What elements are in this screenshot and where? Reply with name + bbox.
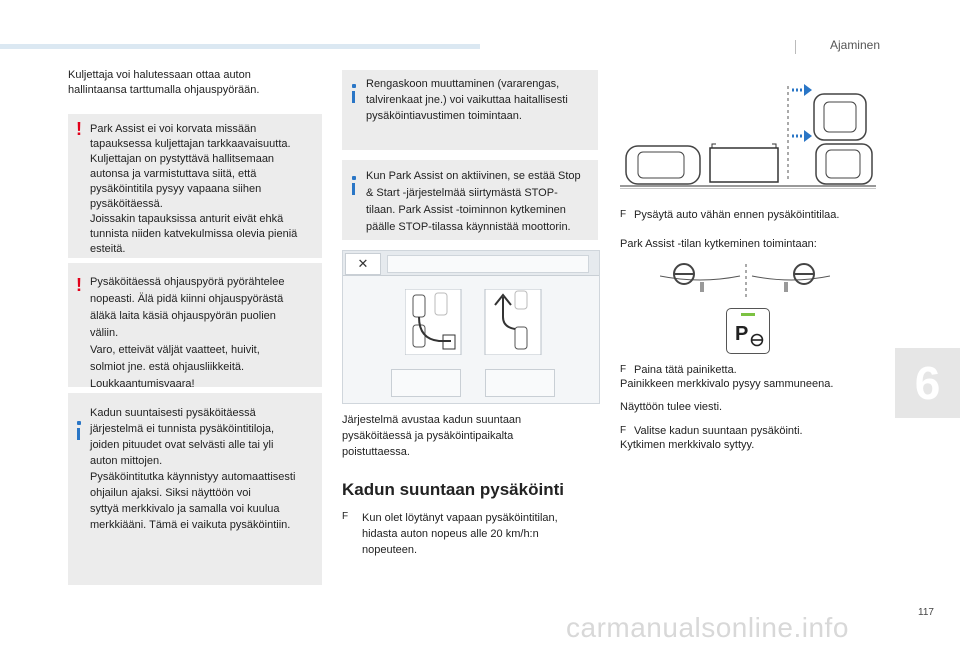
chapter-title: Ajaminen: [829, 38, 880, 52]
parking-space-diagram: [620, 78, 876, 194]
step-4-text: Valitse kadun suuntaan pysäköinti.: [634, 425, 803, 437]
free-parking-space: [710, 148, 778, 182]
screen-message-field: [387, 255, 589, 273]
step-2-text: Pysäytä auto vähän ennen pysäköintitilaa.: [634, 209, 840, 221]
step-1-text: Kun olet löytänyt vapaan pysäköintitilan, hidasta auton nopeus alle 20 km/h:n nopeuteen.: [362, 512, 558, 556]
close-icon[interactable]: ✕: [345, 253, 381, 275]
message-text: Näyttöön tulee viesti.: [620, 401, 723, 413]
header-accent-bar: [0, 44, 480, 49]
mode-intro-text: Park Assist -tilan kytkeminen toimintaan:: [620, 238, 817, 250]
screen-caption: Järjestelmä avustaa kadun suuntaan pysäköitäessä ja pysäköintipaikalta poistuttaessa.: [342, 414, 522, 458]
watermark: carmanualsonline.info: [566, 612, 849, 643]
parking-mode-options: [405, 289, 545, 355]
intro-text: Kuljettaja voi halutessaan ottaa auton hallintaansa tarttumalla ohjauspyörään.: [68, 69, 260, 96]
page-number: 117: [918, 607, 934, 618]
diagram-divider: [620, 188, 876, 189]
step-bullet: F: [620, 364, 627, 375]
arrow-icon: [792, 84, 812, 96]
step-bullet: F: [620, 425, 627, 436]
warning-icon: !: [76, 119, 82, 139]
step-3-text: Paina tätä painiketta.: [634, 364, 737, 376]
steering-wheel-diagram: [660, 262, 830, 302]
step-bullet: F: [342, 511, 349, 522]
header-divider: [795, 40, 796, 54]
steering-wheel-icon: [794, 264, 814, 284]
perpendicular-parking-option[interactable]: [485, 289, 541, 355]
info-box-2: [342, 70, 598, 150]
info-icon: [77, 428, 80, 440]
screen-option-button-1[interactable]: [391, 369, 461, 397]
car-icon: [814, 94, 866, 140]
warning-icon: !: [76, 275, 82, 295]
steering-wheel-icon: [674, 264, 694, 284]
warning-box-2: [68, 263, 322, 390]
car-icon: [816, 144, 872, 184]
info-icon: [352, 91, 355, 103]
arrow-icon: [792, 130, 812, 142]
info-icon: [352, 183, 355, 195]
chapter-tab: 6: [895, 348, 960, 418]
parking-p-icon: P: [735, 323, 749, 345]
info-text-2: Rengaskoon muuttaminen (vararengas, talvirenkaat jne.) voi vaikuttaa haitallisesti pysäköintiavustimen toimintaan.: [366, 78, 568, 122]
park-assist-button[interactable]: [726, 308, 770, 354]
warning-text-1: Park Assist ei voi korvata missään tapauksessa kuljettajan tarkkaavaisuutta. Kuljettajan on pystyttävä hallitsemaan autonsa ja varmistuttava siitä, että pysäköintitila pysyy vapaana siihen pysäköitäessä. Joissakin tapauksissa anturit eivät ehkä tunnista niiden katvekulmissa olevia pieniä esteitä.: [90, 123, 298, 255]
parallel-parking-option[interactable]: [405, 289, 461, 355]
info-icon-dot: [352, 84, 356, 88]
section-heading: Kadun suuntaan pysäköinti: [342, 480, 564, 499]
info-box-3: [342, 160, 598, 240]
steering-wheel-icon: [750, 333, 764, 347]
info-text-1: Kadun suuntaisesti pysäköitäessä järjestelmä ei tunnista pysäköintitiloja, joiden pituudet ovat selvästi alle tai yli auton mittojen. Pysäköintitutka käynnistyy automaattisesti ohjailun ajaksi. Siksi näyttöön voi syttyä merkkivalo ja samalla voi kuulua merkkiääni. Tämä ei vaikuta pysäköintiin.: [90, 407, 296, 531]
step-4-note: Kytkimen merkkivalo syttyy.: [620, 439, 755, 451]
screen-option-button-2[interactable]: [485, 369, 555, 397]
info-text-3: Kun Park Assist on aktiivinen, se estää Stop & Start -järjestelmää siirtymästä STOP- tilaan. Park Assist -toiminnon kytkeminen päälle STOP-tilassa käynnistää moottorin.: [366, 170, 581, 233]
car-icon: [626, 146, 700, 184]
info-icon-dot: [77, 421, 81, 425]
touchscreen-illustration: [342, 250, 600, 404]
step-3-note: Painikkeen merkkivalo pysyy sammuneena.: [620, 378, 834, 390]
button-indicator-light: [741, 313, 755, 316]
info-icon-dot: [352, 176, 356, 180]
step-bullet: F: [620, 209, 627, 220]
warning-text-2: Pysäköitäessä ohjauspyörä pyörähtelee nopeasti. Älä pidä kiinni ohjauspyörästä äläkä laita käsiä ohjauspyörän puolien väliin. Varo, etteivät väljät vaatteet, huivit, solmiot jne. estä ohjausliikkeitä. Loukkaantumisvaara!: [90, 276, 285, 390]
warning-box-1: [68, 114, 322, 258]
info-box-1: [68, 393, 322, 585]
